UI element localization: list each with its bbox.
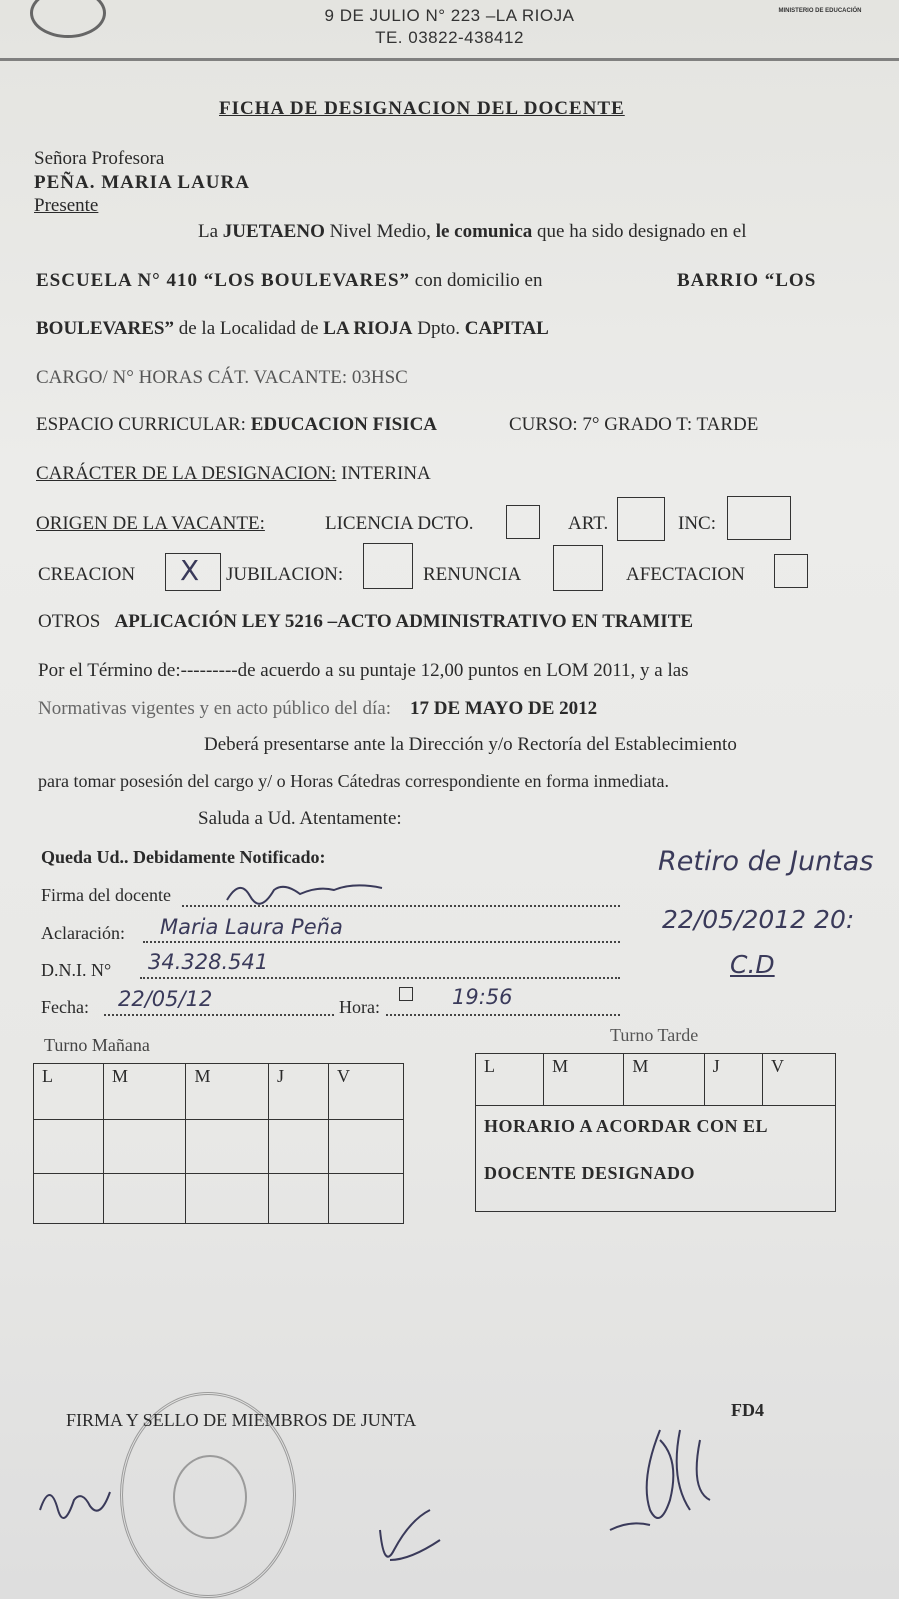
afternoon-header-row bbox=[476, 1054, 836, 1106]
svg-text:MINISTERIO DE EDUCACIÓN: MINISTERIO DE EDUCACIÓN bbox=[778, 8, 862, 14]
day-header: V bbox=[762, 1054, 835, 1106]
day-header: L bbox=[476, 1054, 544, 1106]
aclaracion-value: Maria Laura Peña bbox=[160, 915, 343, 939]
curso-line: CURSO: 7° GRADO T: TARDE bbox=[509, 414, 759, 435]
day-header: J bbox=[704, 1054, 762, 1106]
hora-box bbox=[399, 987, 413, 1001]
termino-line: Por el Término de:---------de acuerdo a su puntaje 12,00 puntos en LOM 2011, y a las bbox=[38, 660, 689, 681]
art-checkbox bbox=[617, 497, 665, 541]
recipient-name: PEÑA. MARIA LAURA bbox=[34, 172, 250, 193]
turno-manana-label: Turno Mañana bbox=[44, 1035, 150, 1055]
fecha-label: Fecha: bbox=[41, 997, 89, 1017]
afternoon-note-line2: DOCENTE DESIGNADO bbox=[484, 1163, 696, 1183]
dni-line bbox=[140, 977, 620, 979]
hora-value: 19:56 bbox=[452, 985, 513, 1009]
member-signature-1 bbox=[30, 1470, 120, 1540]
jubilacion-checkbox bbox=[363, 543, 413, 589]
morning-schedule-table bbox=[33, 1063, 404, 1224]
inc-checkbox bbox=[727, 496, 791, 540]
fecha-value: 22/05/12 bbox=[118, 987, 213, 1011]
afternoon-schedule-table bbox=[475, 1053, 836, 1212]
creacion-mark: X bbox=[180, 554, 200, 587]
header-address: 9 DE JULIO N° 223 –LA RIOJA bbox=[324, 6, 575, 25]
morning-header-row bbox=[34, 1064, 404, 1120]
day-header: M bbox=[103, 1064, 186, 1120]
creacion-label: CREACION bbox=[38, 564, 136, 585]
aclaracion-line bbox=[143, 941, 620, 943]
espacio-line: ESPACIO CURRICULAR: EDUCACION FISICA bbox=[36, 414, 438, 435]
day-header: L bbox=[34, 1064, 104, 1120]
retiro-note-line1: Retiro de Juntas bbox=[658, 846, 874, 877]
locality-line: BOULEVARES” de la Localidad de LA RIOJA Dpto. CAPITAL bbox=[36, 318, 549, 339]
paragraph-intro: La JUETAENO Nivel Medio, le comunica que ha sido designado en el bbox=[198, 221, 747, 242]
retiro-note-initials: C.D bbox=[730, 950, 775, 979]
renuncia-checkbox bbox=[553, 545, 603, 591]
tomar-line: para tomar posesión del cargo y/ o Horas Cátedras correspondiente en forma inmediata. bbox=[38, 771, 669, 791]
table-row bbox=[34, 1174, 404, 1224]
jubilacion-label: JUBILACION: bbox=[226, 564, 344, 585]
day-header: V bbox=[328, 1064, 403, 1120]
afternoon-note-line1: HORARIO A ACORDAR CON EL bbox=[484, 1116, 769, 1136]
day-header: M bbox=[624, 1054, 704, 1106]
afectacion-label: AFECTACION bbox=[626, 564, 745, 585]
day-header: M bbox=[544, 1054, 624, 1106]
saluda-line: Saluda a Ud. Atentamente: bbox=[198, 808, 402, 829]
hora-line bbox=[386, 1014, 620, 1016]
school-line: ESCUELA N° 410 “LOS BOULEVARES” con domicilio en bbox=[36, 270, 543, 291]
renuncia-label: RENUNCIA bbox=[423, 564, 522, 585]
creacion-checkbox bbox=[165, 553, 221, 591]
otros-line: OTROS APLICACIÓN LEY 5216 –ACTO ADMINISTRATIVO EN TRAMITE bbox=[38, 611, 694, 632]
day-header: M bbox=[186, 1064, 269, 1120]
licencia-label: LICENCIA DCTO. bbox=[325, 513, 474, 534]
header-phone: TE. 03822-438412 bbox=[375, 28, 524, 47]
dni-value: 34.328.541 bbox=[148, 950, 269, 974]
caracter-line: CARÁCTER DE LA DESIGNACION: INTERINA bbox=[36, 463, 431, 484]
afectacion-checkbox bbox=[774, 554, 808, 588]
firma-sello-label: FIRMA Y SELLO DE MIEMBROS DE JUNTA bbox=[66, 1410, 417, 1430]
fecha-line bbox=[104, 1014, 334, 1016]
cargo-line: CARGO/ N° HORAS CÁT. VACANTE: 03HSC bbox=[36, 367, 408, 388]
aclaracion-label: Aclaración: bbox=[41, 923, 125, 943]
hora-label: Hora: bbox=[339, 997, 380, 1017]
day-header: J bbox=[268, 1064, 328, 1120]
retiro-note-line2: 22/05/2012 20: bbox=[662, 905, 855, 934]
origen-label: ORIGEN DE LA VACANTE: bbox=[36, 513, 265, 534]
barrio-start: BARRIO “LOS bbox=[677, 270, 817, 291]
normativas-line: Normativas vigentes y en acto público del día: 17 DE MAYO DE 2012 bbox=[38, 698, 598, 719]
dni-label: D.N.I. N° bbox=[41, 960, 112, 980]
art-label: ART. bbox=[568, 513, 609, 534]
salutation-line: Señora Profesora bbox=[34, 148, 165, 169]
licencia-checkbox bbox=[506, 505, 540, 539]
afternoon-note-row bbox=[476, 1106, 836, 1212]
page-title: FICHA DE DESIGNACION DEL DOCENTE bbox=[219, 98, 625, 119]
firma-docente-label: Firma del docente bbox=[41, 885, 171, 905]
docente-signature bbox=[222, 868, 392, 910]
inc-label: INC: bbox=[678, 513, 716, 534]
form-code: FD4 bbox=[731, 1400, 764, 1420]
table-row bbox=[34, 1120, 404, 1174]
header-rule bbox=[0, 58, 899, 61]
member-signature-3 bbox=[600, 1420, 720, 1550]
notificado-label: Queda Ud.. Debidamente Notificado: bbox=[41, 847, 326, 867]
turno-tarde-label: Turno Tarde bbox=[610, 1025, 699, 1045]
present-label: Presente bbox=[34, 195, 99, 216]
member-signature-2 bbox=[370, 1490, 450, 1580]
debera-line: Deberá presentarse ante la Dirección y/o Rectoría del Establecimiento bbox=[204, 734, 737, 755]
